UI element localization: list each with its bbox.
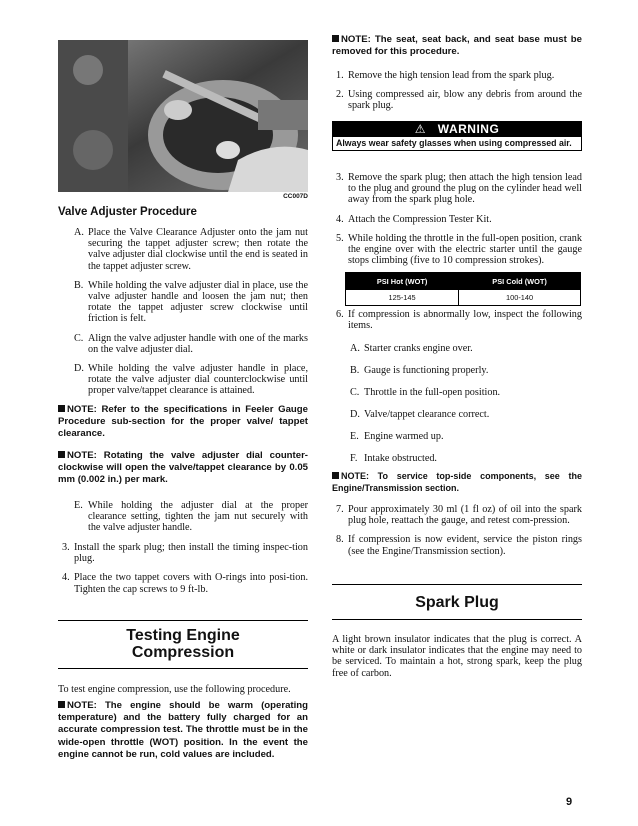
valve-adjuster-photo (58, 40, 308, 192)
spark-plug-text: A light brown insulator indicates that the plug is correct. A white or dark insulator indicates that the engine may need to be serviced. To maintain a hot, strong spark, keep the plug free of carbon. (332, 634, 582, 679)
note-rotation: NOTE: Rotating the valve adjuster dial counter-clockwise will open the valve/tappet clearance by 0.05 mm (0.002 in.) per mark. (58, 450, 308, 486)
list-item: C. Align the valve adjuster handle with one of the marks on the valve adjuster dial. (74, 332, 308, 355)
list-item: A. Starter cranks engine over. (350, 343, 473, 354)
list-item: 1. Remove the high tension lead from the spark plug. (336, 70, 555, 81)
section-title-spark-plug: Spark Plug (332, 584, 582, 620)
page-number: 9 (566, 796, 573, 808)
note-feeler-gauge: NOTE: Refer to the specifications in Feeler Gauge Procedure sub-section for the proper valve/ tappet clearance. (58, 404, 308, 440)
note-engine-warm: NOTE: The engine should be warm (operating temperature) and the battery fully charged for an accurate compression test. The throttle must be in the wide-open throttle (WOT) position. In the event the engine cannot be run, cold values are included. (58, 700, 308, 760)
photo-caption: CC007D (283, 193, 308, 200)
valve-adjuster-heading: Valve Adjuster Procedure (58, 206, 197, 218)
list-item: B. While holding the valve adjuster dial in place, use the valve adjuster handle and loosen the jam nut; then rotate the tappet adjuster screw clockwise until friction is felt. (74, 279, 308, 325)
list-item: E. While holding the adjuster dial at the proper clearance setting, tighten the jam nut securely with the valve adjuster handle. (74, 500, 308, 534)
compression-intro: To test engine compression, use the following procedure. (58, 684, 291, 695)
list-item: 6. If compression is abnormally low, inspect the following items. (336, 309, 582, 332)
list-item: 5. While holding the throttle in the full-open position, crank the engine over with the electric starter until the gauge stops climbing (five to 10 compression strokes). (336, 232, 582, 267)
psi-hot-value: 125-145 (346, 290, 459, 306)
list-item: C. Throttle in the full-open position. (350, 387, 501, 398)
note-bullet-icon (58, 701, 65, 708)
list-item: 3. Remove the spark plug; then attach the high tension lead to the plug and ground the plug on the cylinder head well away from the spark plug hole. (336, 172, 582, 206)
compression-steps-b (336, 172, 582, 266)
note-bullet-icon (58, 405, 65, 412)
list-item: E. Engine warmed up. (350, 431, 444, 442)
list-item: A. Place the Valve Clearance Adjuster onto the jam nut securing the tappet adjuster screw; then rotate the valve adjuster dial clockwise until the end is seated in the tappet adjuster screw. (74, 227, 308, 272)
list-item: B. Gauge is functioning properly. (350, 365, 489, 376)
compression-steps-a (336, 70, 582, 112)
note-bullet-icon (332, 472, 339, 479)
install-steps (62, 542, 308, 595)
list-item: 7. Pour approximately 30 ml (1 fl oz) of oil into the spark plug hole, reattach the gauge, and retest com-pression. (336, 504, 582, 527)
warning-box (332, 121, 582, 151)
list-item: 8. If compression is now evident, service the piston rings (see the Engine/Transmission section). (336, 534, 582, 557)
compression-steps-c (336, 504, 582, 557)
table-row (346, 290, 581, 306)
warning-triangle-icon: ⚠ (414, 122, 426, 136)
note-seat-removal: NOTE: The seat, seat back, and seat base must be removed for this procedure. (332, 34, 582, 58)
psi-table (345, 272, 581, 306)
list-item: 4. Attach the Compression Tester Kit. (336, 213, 492, 225)
list-item: D. While holding the valve adjuster handle in place, rotate the valve adjuster dial counterclockwise until proper valve/tappet clearance is attained. (74, 363, 308, 397)
list-item: 3. Install the spark plug; then install the timing inspec-tion plug. (62, 542, 308, 565)
warning-header: ⚠ WARNING (332, 121, 582, 137)
note-bullet-icon (58, 451, 65, 458)
list-item: 2. Using compressed air, blow any debris from around the spark plug. (336, 89, 582, 112)
section-title-testing-compression: Testing Engine Compression (58, 620, 308, 669)
list-item: F. Intake obstructed. (350, 453, 437, 464)
engine-photo-illustration (58, 40, 308, 192)
valve-adjuster-steps (74, 227, 308, 397)
list-item: D. Valve/tappet clearance correct. (350, 409, 490, 420)
psi-hot-header: PSI Hot (WOT) (346, 273, 459, 290)
list-item: 4. Place the two tappet covers with O-rings into posi-tion. Tighten the cap screws to 9 ft-lb. (62, 572, 308, 595)
inspection-checklist (350, 343, 582, 464)
psi-cold-value: 100-140 (459, 290, 581, 306)
warning-text: Always wear safety glasses when using compressed air. (332, 137, 582, 151)
psi-cold-header: PSI Cold (WOT) (459, 273, 581, 290)
note-bullet-icon (332, 35, 339, 42)
note-topside: NOTE: To service top-side components, see the Engine/Transmission section. (332, 471, 582, 493)
